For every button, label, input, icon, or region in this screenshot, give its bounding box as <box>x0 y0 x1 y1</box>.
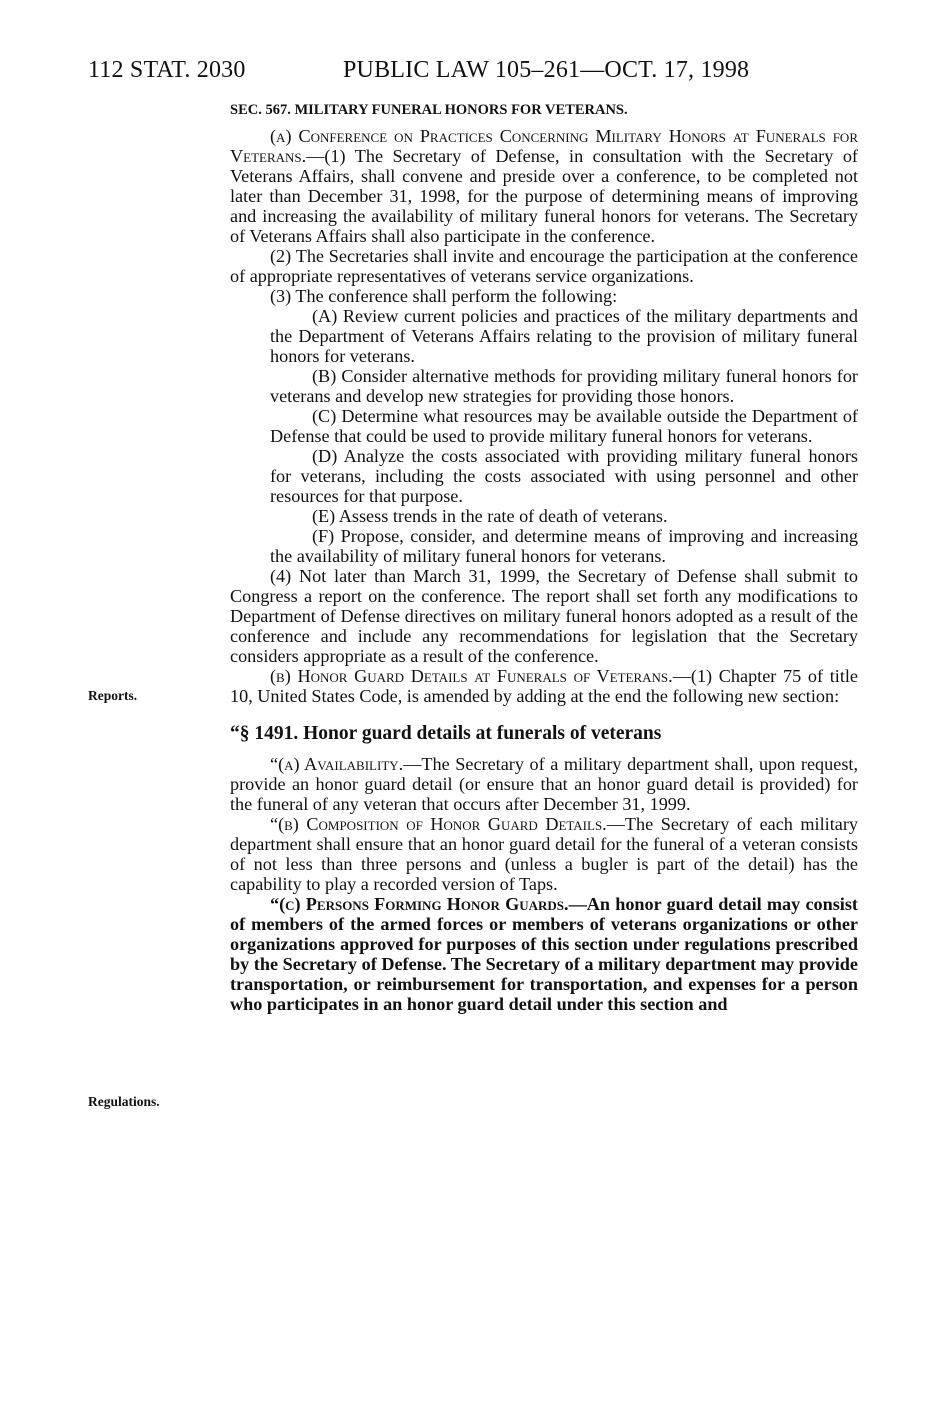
section-title: SEC. 567. MILITARY FUNERAL HONORS FOR VETERANS. <box>230 102 628 118</box>
subsection-a1-text: —(1) The Secretary of Defense, in consultation with the Secretary of Veterans Affairs, shall convene and preside over a conference, to be completed not later than December 31, 1998, for the purpose of determining means of improving and increasing the availability of military funeral honors for veterans. The Secretary of Veterans Affairs shall also participate in the conference. <box>230 146 858 246</box>
section-1491-c-heading: “(c) Persons Forming Honor Guards. <box>270 894 569 914</box>
statute-page-number: 112 STAT. 2030 <box>88 57 246 83</box>
subsection-a-paragraph-2: (2) The Secretaries shall invite and encourage the participation at the conference of appropriate representatives of veterans service organizations. <box>230 246 858 286</box>
item-a3-A: (A) Review current policies and practices of the military departments and the Department of Veterans Affairs relating to the provision of military funeral honors for veterans. <box>270 306 858 366</box>
section-1491-c-text: —An honor guard detail may consist of members of the armed forces or members of veterans organizations or other organizations approved for purposes of this section under regulations prescribed by the Secretary of Defense. The Secretary of a military department may provide transportation, or reimbursement for transportation, and expenses for a person who participates in an honor guard detail under this section and <box>230 894 858 1014</box>
item-a3-B: (B) Consider alternative methods for providing military funeral honors for veterans and develop new strategies for providing those honors. <box>270 366 858 406</box>
section-1491-a <box>230 754 858 814</box>
item-a3-D: (D) Analyze the costs associated with providing military funeral honors for veterans, including the costs associated with using personnel and other resources for that purpose. <box>270 446 858 506</box>
subsection-a-paragraph-1 <box>230 126 858 246</box>
subsection-a-heading: (a) Conference on Practices Concerning Military Honors at Funerals for Veterans. <box>230 126 858 166</box>
subsection-b-heading: (b) Honor Guard Details at Funerals of Veterans. <box>270 666 673 686</box>
public-law-citation: PUBLIC LAW 105–261—OCT. 17, 1998 <box>343 57 750 83</box>
subsection-b-paragraph-1 <box>230 666 858 706</box>
section-1491-title: “§ 1491. Honor guard details at funerals of veterans <box>230 723 662 744</box>
subsection-a-paragraph-4: (4) Not later than March 31, 1999, the Secretary of Defense shall submit to Congress a report on the conference. The report shall set forth any modifications to Department of Defense directives on military funeral honors adopted as a result of the conference and include any recommendations for legislation that the Secretary considers appropriate as a result of the conference. <box>230 566 858 666</box>
item-a3-E: (E) Assess trends in the rate of death of veterans. <box>312 506 668 526</box>
document-body <box>230 100 858 1014</box>
section-1491-a-text: —The Secretary of a military department shall, upon request, provide an honor guard detail (or ensure that an honor guard detail is provided) for the funeral of any veteran that occurs after December 31, 1999. <box>230 754 858 814</box>
section-1491-c <box>230 894 858 1014</box>
subsection-b1-text: —(1) Chapter 75 of title 10, United States Code, is amended by adding at the end the following new section: <box>230 666 858 706</box>
item-a3-F: (F) Propose, consider, and determine means of improving and increasing the availability of military funeral honors for veterans. <box>270 526 858 566</box>
item-a3-C: (C) Determine what resources may be available outside the Department of Defense that could be used to provide military funeral honors for veterans. <box>270 406 858 446</box>
section-1491-b-text: —The Secretary of each military department shall ensure that an honor guard detail for the funeral of a veteran consists of not less than three persons and (unless a bugler is part of the detail) has the capability to play a recorded version of Taps. <box>230 814 858 894</box>
subsection-a-paragraph-3: (3) The conference shall perform the following: <box>270 286 618 306</box>
margin-note-reports: Reports. <box>88 688 138 703</box>
section-1491-b <box>230 814 858 894</box>
section-1491-a-heading: “(a) Availability. <box>270 754 404 774</box>
section-1491-b-heading: “(b) Composition of Honor Guard Details. <box>270 814 607 834</box>
margin-note-regulations: Regulations. <box>88 1094 160 1109</box>
